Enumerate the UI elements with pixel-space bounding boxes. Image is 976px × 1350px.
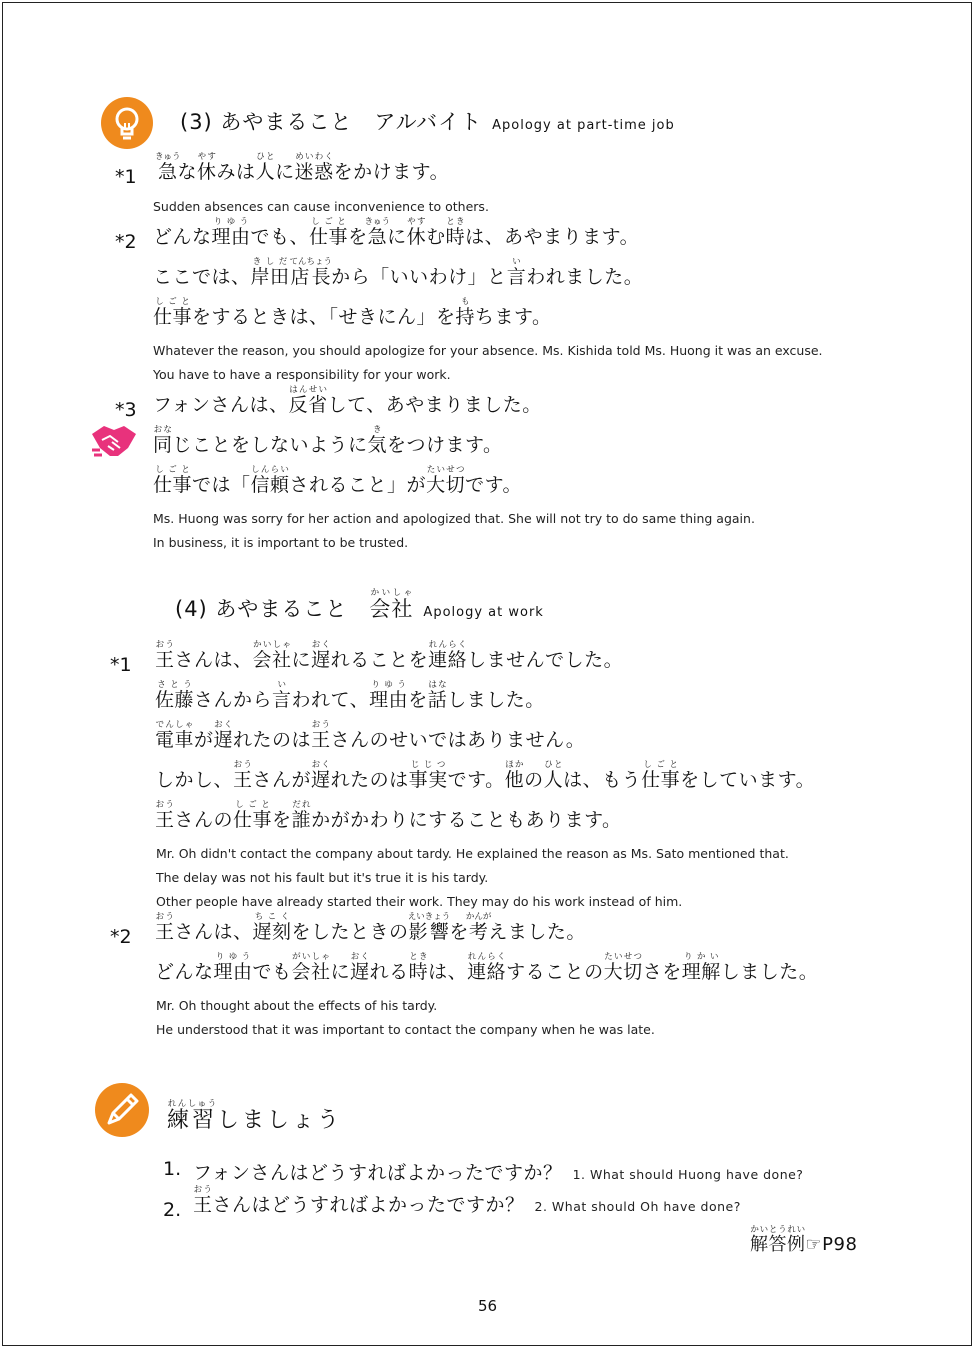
section4-item1-line3: 電車でんしゃが遅おくれたのは王おうさんのせいではありません。 xyxy=(155,720,586,751)
section4-item1-line4: しかし、王おうさんが遅おくれたのは事実じじつです。他ほかの人ひとは、もう仕事しごとをしています。 xyxy=(155,760,816,791)
section4-heading-en: Apology at work xyxy=(423,605,544,620)
section3-item1-en: Sudden absences can cause inconvenience to others. xyxy=(153,199,489,214)
section3-item1-mark: *1 xyxy=(115,166,137,188)
section4-heading: (4) あやまること 会社かいしゃApology at work xyxy=(175,588,544,621)
practice-q1-jp: フォンさんはどうすればよかったですか？ xyxy=(193,1162,563,1184)
section3-item3-line2: 同おなじことをしないように気きをつけます。 xyxy=(153,425,503,456)
section3-item2-line3: 仕事しごとをするときは、「せきにん」を持もちます。 xyxy=(153,297,552,328)
section3-item3-line3: 仕事しごとでは「信頼しんらいされること」が大切たいせつです。 xyxy=(153,465,523,496)
section4-item2-en1: Mr. Oh thought about the effects of his tardy. xyxy=(156,998,438,1013)
section3-item2-mark: *2 xyxy=(115,231,137,253)
handshake-icon xyxy=(88,420,140,460)
section4-item1-mark: *1 xyxy=(110,654,132,676)
section3-heading xyxy=(180,106,675,136)
section3-item2-line1: どんな理由りゆうでも、仕事しごとを急きゅうに休やすむ時ときは、あやまります。 xyxy=(153,217,640,248)
practice-q1-text xyxy=(193,1158,803,1185)
section3-item3-mark: *3 xyxy=(115,399,137,421)
practice-q2-en: 2. What should Oh have done? xyxy=(534,1199,741,1214)
section4-item2-line1: 王おうさんは、遅刻ちこくをしたときの影響えいきょうを考かんがえました。 xyxy=(155,912,586,943)
section3-item3-en1: Ms. Huong was sorry for her action and apologized that. She will not try to do same thing again. xyxy=(153,511,755,526)
section3-heading-jp: (3) あやまること アルバイト xyxy=(180,110,483,134)
section4-item1-en2: The delay was not his fault but it's true it is his tardy. xyxy=(156,870,489,885)
section4-item2-line2: どんな理由りゆうでも会社がいしゃに遅おくれる時ときは、連絡れんらくすることの大切たいせつさを理解りかいしました。 xyxy=(155,952,819,983)
section4-item1-line5: 王おうさんの仕事しごとを誰だれかがかわりにすることもあります。 xyxy=(155,800,622,831)
section4-item1-line2: 佐藤さとうさんから言いわれて、理由りゆうを話はなしました。 xyxy=(155,680,545,711)
practice-q2-text: 王おうさんはどうすればよかったですか？ 2. What should Oh have done? xyxy=(193,1185,741,1216)
lightbulb-icon xyxy=(101,97,153,149)
practice-heading: 練習れんしゅうしましょう xyxy=(167,1099,343,1133)
section4-item1-line1: 王おうさんは、会社かいしゃに遅おくれることを連絡れんらくしませんでした。 xyxy=(155,640,624,671)
section3-item2-line2: ここでは、岸田きしだ店長てんちょうから「いいわけ」と言いわれました。 xyxy=(153,257,644,288)
section3-item3-en2: In business, it is important to be trusted. xyxy=(153,535,409,550)
page-number: 56 xyxy=(478,1297,498,1315)
section4-item1-en1: Mr. Oh didn't contact the company about tardy. He explained the reason as Ms. Sato mentioned that. xyxy=(156,846,789,861)
section3-heading-en: Apology at part-time job xyxy=(492,118,675,133)
section3-item1-line1: 急きゅうな休やすみは人ひとに迷惑めいわくをかけます。 xyxy=(155,152,450,183)
practice-q1-en: 1. What should Huong have done? xyxy=(572,1167,804,1182)
section3-item3-line1: フォンさんは、反省はんせいして、あやまりました。 xyxy=(153,385,542,416)
section3-item2-en2: You have to have a responsibility for your work. xyxy=(153,367,451,382)
answer-reference: 解答例かいとうれい☞P98 xyxy=(750,1225,858,1255)
practice-q1-number: 1. xyxy=(163,1158,182,1180)
section3-item2-en1: Whatever the reason, you should apologize for your absence. Ms. Kishida told Ms. Huong it was an excuse. xyxy=(153,343,823,358)
section4-item2-en2: He understood that it was important to contact the company when he was late. xyxy=(156,1022,655,1037)
section4-item2-mark: *2 xyxy=(110,926,132,948)
section4-item1-en3: Other people have already started their work. They may do his work instead of him. xyxy=(156,894,683,909)
practice-q2-number: 2. xyxy=(163,1199,182,1221)
pencil-icon xyxy=(95,1083,149,1137)
